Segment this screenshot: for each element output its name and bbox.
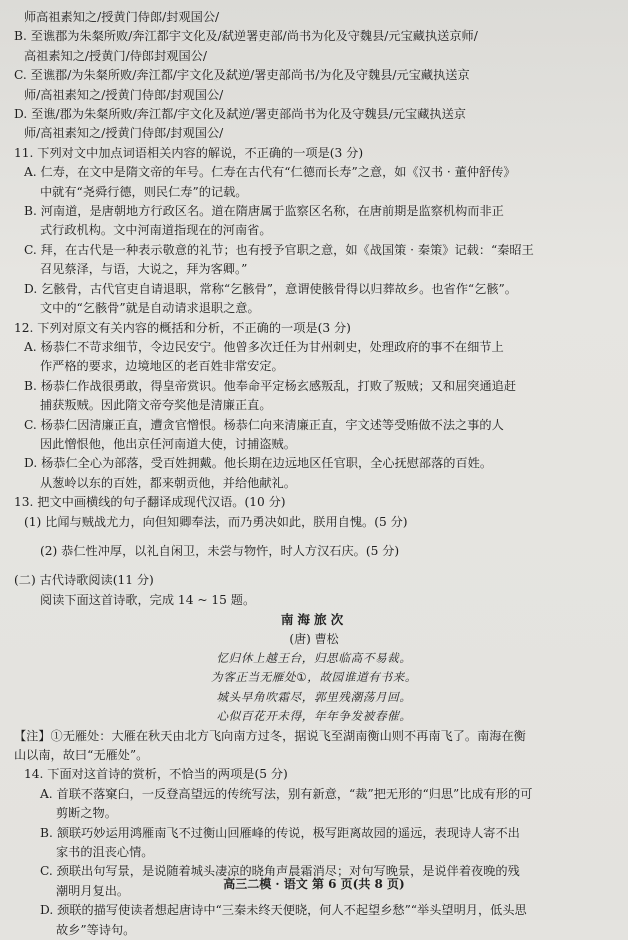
text-line: B. 河南道，是唐朝地方行政区名。道在隋唐属于监察区名称，在唐前期是监察机构而非正 bbox=[24, 204, 504, 219]
text-line: 从葱岭以东的百姓，都来朝贡他，并给他献礼。 bbox=[40, 475, 296, 490]
text-line: 因此憎恨他，他出京任河南道大使，讨捕盗贼。 bbox=[40, 436, 296, 451]
text-line: D. 乞骸骨，古代官吏自请退职，常称“乞骸骨”，意谓使骸骨得以归葬故乡。也省作“乞骸”。 bbox=[24, 281, 517, 296]
text-line: 13. 把文中画横线的句子翻译成现代汉语。(10 分) bbox=[14, 495, 286, 510]
question-14-block bbox=[14, 765, 614, 940]
text-line: 作严格的要求，边境地区的老百姓非常安定。 bbox=[40, 359, 284, 374]
text-line: 12. 下列对原文有关内容的概括和分析，不正确的一项是(3 分) bbox=[14, 320, 351, 335]
question-line: C. 颈联出句写景，是说随着城头凄凉的晓角声晨霜消尽；对句写晚景，是说伴着夜晚的残 bbox=[40, 864, 520, 879]
poem-line: 城头早角吹霜尽，郭里残潮荡月回。 bbox=[216, 689, 412, 704]
question-line: 潮明月复出。 bbox=[56, 883, 130, 898]
text-line: D. 杨恭仁全心为部落，受百姓拥戴。他长期在边远地区任官职，全心抚慰部落的百姓。 bbox=[24, 456, 493, 471]
poem-line: 为客正当无雁处①，故园谁道有书来。 bbox=[210, 670, 418, 685]
text-line: 式行政机构。文中河南道指现在的河南省。 bbox=[40, 223, 272, 238]
poem-note: 【注】①无雁处：大雁在秋天由北方飞向南方过冬，据说飞至湖南衡山则不再南飞了。南海在衡 bbox=[14, 728, 526, 743]
poem-title: 南海旅次 bbox=[280, 612, 348, 628]
question-line: 故乡”等诗句。 bbox=[56, 922, 136, 937]
section-title: (二) 古代诗歌阅读(11 分) bbox=[14, 573, 154, 588]
text-line: 捕获叛贼。因此隋文帝夸奖他是清廉正直。 bbox=[40, 398, 272, 413]
question-line: 家书的沮丧心情。 bbox=[56, 845, 154, 860]
text-line: 高祖素知之/授黄门/侍郎封观国公/ bbox=[24, 48, 207, 63]
poem-note: 山以南，故曰“无雁处”。 bbox=[14, 748, 149, 763]
poem-line: 忆归休上越王台，归思临高不易裁。 bbox=[216, 651, 412, 665]
text-line: B. 杨恭仁作战很勇敢，得皇帝赏识。他奉命平定杨玄感叛乱，打败了叛贼；又和屈突通追赶 bbox=[24, 378, 517, 393]
question-line: D. 颈联的描写使读者想起唐诗中“三秦未终天便晓，何人不起望乡愁”“举头望明月，低头思 bbox=[40, 903, 527, 918]
text-line: 师/高祖素知之/授黄门侍郎/封观国公/ bbox=[24, 87, 224, 102]
text-line: A. 杨恭仁不苛求细节，令边民安宁。他曾多次迁任为甘州刺史，处理政府的事不在细节上 bbox=[24, 339, 504, 354]
question-line: B. 颔联巧妙运用鸿雁南飞不过衡山回雁峰的传说，极写距离故园的遥远，表现诗人寄不出 bbox=[40, 825, 520, 840]
text-line: 文中的“乞骸骨”就是自动请求退职之意。 bbox=[40, 301, 260, 316]
text-line: 召见蔡泽，与语，大说之，拜为客卿。” bbox=[40, 262, 248, 277]
poem-line: 心似百花开未得，年年争发被春催。 bbox=[216, 709, 412, 724]
text-line: 11. 下列对文中加点词语相关内容的解说，不正确的一项是(3 分) bbox=[14, 145, 364, 160]
text-line: (1) 比闻与贼战尤力，向但知卿奉法，而乃勇决如此，朕用自愧。(5 分) bbox=[24, 514, 408, 529]
text-line: D. 至谯/郡为朱粲所败/奔江都/宇文化及弑逆/署吏部尚书为化及守魏县/元宝藏执送京 bbox=[14, 107, 466, 122]
text-line: C. 杨恭仁因清廉正直，遭贪官憎恨。杨恭仁向来清廉正直，宇文述等受贿做不法之事的人 bbox=[24, 417, 504, 432]
question-10-and-13-block bbox=[14, 8, 614, 532]
text-line: C. 拜，在古代是一种表示敬意的礼节；也有授予官职之意，如《战国策 · 秦策》记载：“秦昭王 bbox=[24, 242, 534, 257]
text-line: A. 仁寿，在文中是隋文帝的年号。仁寿在古代有“仁德而长寿”之意，如《汉书 · 董仲舒传》 bbox=[24, 165, 516, 180]
question-line: 剪断之物。 bbox=[56, 806, 117, 821]
question-line: 14. 下面对这首诗的赏析，不恰当的两项是(5 分) bbox=[24, 767, 288, 782]
text-line: 中就有“尧舜行德，则民仁寿”的记载。 bbox=[40, 184, 248, 199]
page-footer: 高三二模 · 语文 第 6 页(共 8 页) bbox=[223, 876, 405, 891]
text-line: 师高祖素知之/授黄门侍郎/封观国公/ bbox=[24, 10, 220, 24]
text-line: 师/高祖素知之/授黄门侍郎/封观国公/ bbox=[24, 126, 224, 141]
q13-part2: (2) 恭仁性冲厚，以礼自闲卫，未尝与物忤，时人方汉石庆。(5 分) bbox=[40, 543, 400, 558]
text-line: C. 至谯郡/为朱粲所败/奔江都/宇文化及弑逆/署吏部尚书/为化及守魏县/元宝藏执送京 bbox=[14, 68, 470, 83]
section-intro: 阅读下面这首诗歌，完成 14 ~ 15 题。 bbox=[40, 592, 256, 607]
question-line: A. 首联不落窠臼，一反登高望远的传统写法，别有新意，“裁”把无形的“归思”比成有形的可 bbox=[40, 786, 533, 801]
poem-author: (唐) 曹松 bbox=[289, 631, 339, 646]
text-line: B. 至谯郡为朱粲所败/奔江都宇文化及/弑逆署吏部/尚书为化及守魏县/元宝藏执送京师/ bbox=[14, 29, 478, 44]
